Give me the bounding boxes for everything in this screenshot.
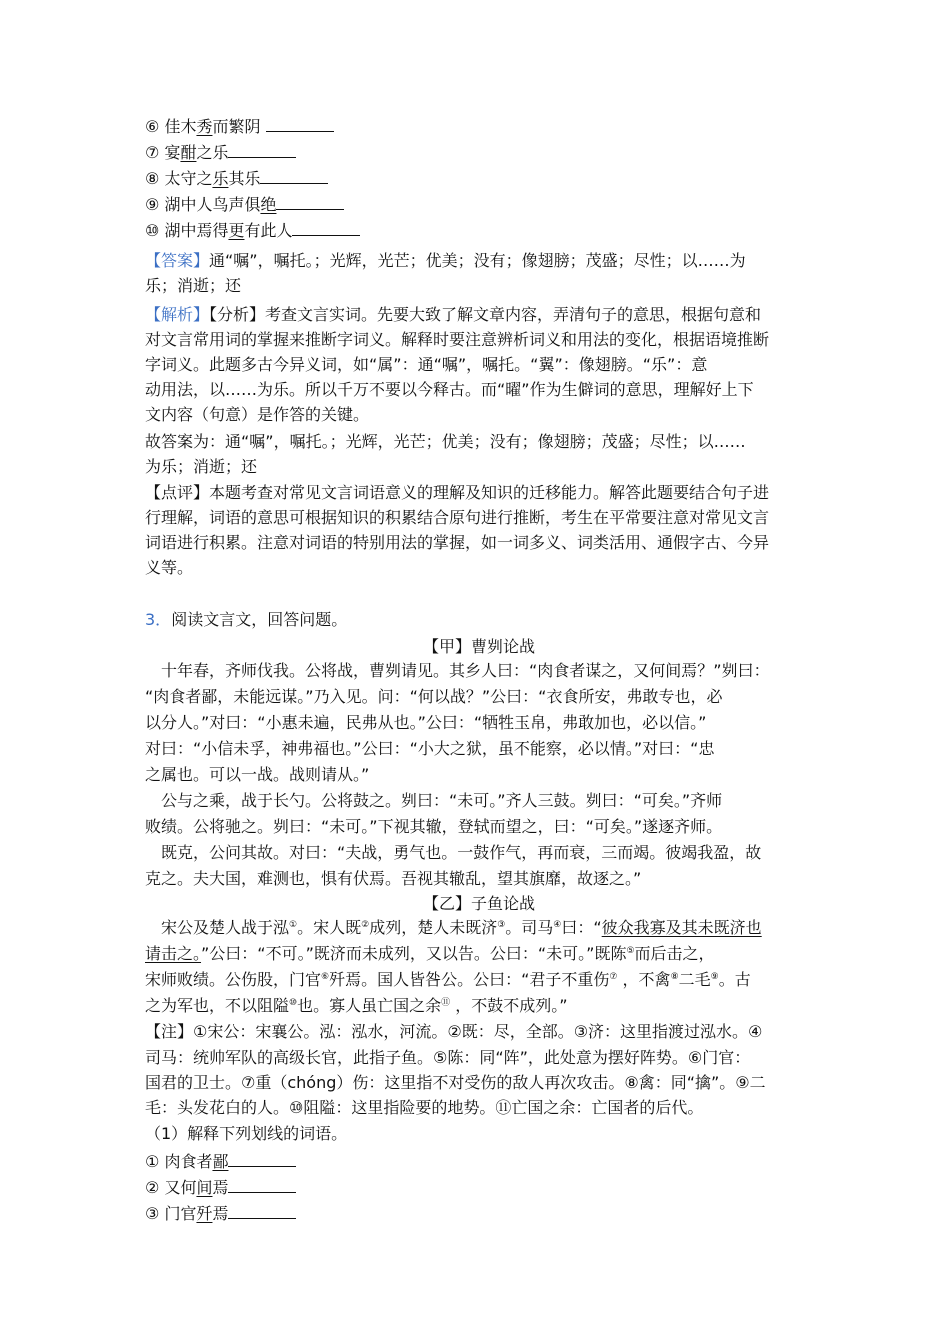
answer-blank[interactable] [228, 1204, 296, 1219]
item-8: ⑧ 太守之乐其乐 [145, 168, 813, 190]
answer-blank[interactable] [228, 143, 296, 158]
question-number: 3． [145, 610, 172, 629]
comment-line: 行理解，词语的意思可根据知识的积累结合原句进行推断，考生在平常要注意对常见文言 [145, 508, 770, 527]
underlined-sentence: 请击之。 [145, 944, 202, 963]
passage-jia-title: 【甲】曹刿论战 [422, 637, 535, 656]
answer-blank[interactable] [276, 195, 344, 210]
analysis-line: 字词义。此题多古今异义词，如“属”：通“嘱”，嘱托。“翼”：像翅膀。“乐”：意 [145, 355, 708, 374]
passage-yi-line: 宋公及楚人战于泓①。宋人既②成列，楚人未既济③。司马④曰：“彼众我寡及其未既济也 [161, 918, 762, 937]
underlined-sentence: 彼众我寡及其未既济也 [601, 918, 762, 937]
answer-blank[interactable] [228, 1178, 296, 1193]
answer-line-2: 乐；消逝；还 [145, 276, 242, 295]
item-6: ⑥ 佳木秀而繁阴 [145, 116, 813, 138]
answer-blank[interactable] [228, 1152, 296, 1167]
sub-question-1: （1）解释下列划线的词语。 [145, 1124, 348, 1143]
analysis-line: 对文言常用词的掌握来推断字词义。解释时要注意辨析词义和用法的变化，根据语境推断 [145, 330, 770, 349]
answer-blank[interactable] [292, 221, 360, 236]
comment-line: 【点评】本题考查对常见文言词语意义的理解及知识的迁移能力。解答此题要结合句子进 [145, 483, 770, 502]
passage-jia-line: 败绩。公将驰之。刿曰：“未可。”下视其辙，登轼而望之，曰：“可矣。”遂逐齐师。 [145, 817, 723, 836]
analysis-line: 文内容（句意）是作答的关键。 [145, 405, 370, 424]
analysis-line: 动用法，以……为乐。所以千万不要以今释古。而“曜”作为生僻词的意思，理解好上下 [145, 380, 754, 399]
notes-line: 司马：统帅军队的高级长官，此指子鱼。⑤陈：同“阵”，此处意为摆好阵势。⑥门官： [145, 1048, 751, 1067]
passage-jia-line: 公与之乘，战于长勺。公将鼓之。刿曰：“未可。”齐人三鼓。刿曰：“可矣。”齐师 [161, 791, 723, 810]
passage-jia-line: 十年春，齐师伐我。公将战，曹刿请见。其乡人曰：“肉食者谋之，又何间焉？”刿曰： [161, 661, 770, 680]
passage-jia-line: “肉食者鄙，未能远谋。”乃入见。问：“何以战？”公曰：“衣食所安，弗敢专也，必 [145, 687, 723, 706]
sub-item-2: ② 又何间焉 [145, 1177, 813, 1199]
item-7: ⑦ 宴酣之乐 [145, 142, 813, 164]
notes-line: 毛：头发花白的人。⑩阻隘：这里指险要的地势。⑪亡国之余：亡国者的后代。 [145, 1098, 704, 1117]
passage-yi-line: 请击之。”公曰：“不可。”既济而未成列，又以告。公曰：“未可。”既陈⑤而后击之， [145, 944, 715, 963]
passage-jia-line: 以分人。”对曰：“小惠未遍，民弗从也。”公曰：“牺牲玉帛，弗敢加也，必以信。” [145, 713, 707, 732]
passage-jia-line: 克之。夫大国，难测也，惧有伏焉。吾视其辙乱，望其旗靡，故逐之。” [145, 869, 642, 888]
passage-yi-line: 之为军也，不以阻隘⑩也。寡人虽亡国之余⑪ ，不鼓不成列。” [145, 996, 568, 1015]
passage-jia-line: 既克，公问其故。对曰：“夫战，勇气也。一鼓作气，再而衰，三而竭。彼竭我盈，故 [161, 843, 762, 862]
passage-yi-line: 宋师败绩。公伤股，门官⑥歼焉。国人皆咎公。公曰：“君子不重伤⑦ ，不禽⑧二毛⑨。古 [145, 970, 751, 989]
analysis-line-1: 【解析】【分析】考查文言实词。先要大致了解文章内容，弄清句子的意思，根据句意和 [145, 305, 762, 324]
passage-yi-title: 【乙】子鱼论战 [422, 894, 535, 913]
answer-blank[interactable] [266, 117, 334, 132]
final-answer-line: 故答案为：通“嘱”，嘱托。；光辉，光芒；优美；没有；像翅膀；茂盛；尽性；以…… [145, 432, 746, 451]
passage-jia-line: 之属也。可以一战。战则请从。” [145, 765, 370, 784]
sub-item-3: ③ 门官歼焉 [145, 1203, 813, 1225]
answer-blank[interactable] [260, 169, 328, 184]
final-answer-line: 为乐；消逝；还 [145, 457, 258, 476]
analysis-tag: 【解析】 [145, 305, 210, 324]
question-3-heading: 3．阅读文言文，回答问题。 [145, 610, 348, 629]
sub-item-1: ① 肉食者鄙 [145, 1151, 813, 1173]
passage-jia-line: 对曰：“小信未孚，神弗福也。”公曰：“小大之狱，虽不能察，必以情。”对曰：“忠 [145, 739, 715, 758]
notes-line: 国君的卫士。⑦重（chóng）伤：这里指不对受伤的敌人再次攻击。⑧禽：同“擒”。⑨二 [145, 1073, 766, 1092]
item-10: ⑩ 湖中焉得更有此人 [145, 220, 813, 242]
comment-line: 词语进行积累。注意对词语的特别用法的掌握，如一词多义、词类活用、通假字古、今异 [145, 533, 770, 552]
notes-line: 【注】①宋公：宋襄公。泓：泓水，河流。②既：尽，全部。③济：这里指渡过泓水。④ [145, 1022, 763, 1041]
answer-line-1: 【答案】通“嘱”，嘱托。；光辉，光芒；优美；没有；像翅膀；茂盛；尽性；以……为 [145, 251, 746, 270]
item-9: ⑨ 湖中人鸟声俱绝 [145, 194, 813, 216]
comment-line: 义等。 [145, 558, 194, 577]
answer-tag: 【答案】 [145, 251, 210, 270]
